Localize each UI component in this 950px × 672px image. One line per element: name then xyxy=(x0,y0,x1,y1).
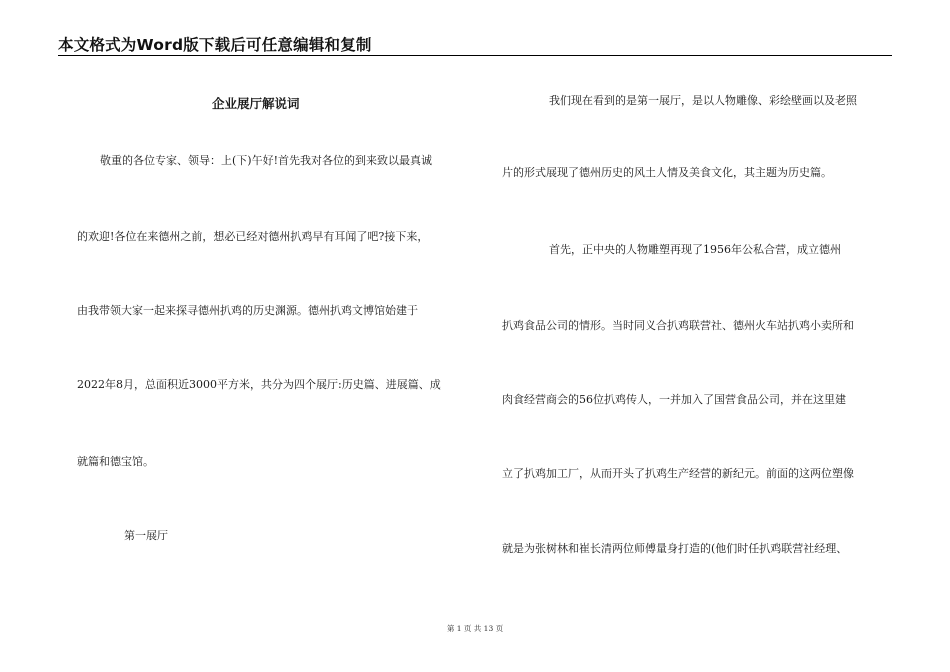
section-heading: 第一展厅 xyxy=(124,529,168,542)
right-paragraph-line: 就是为张树林和崔长清两位师傅量身打造的(他们时任扒鸡联营社经理、 xyxy=(502,542,848,555)
left-paragraph-line: 的欢迎!各位在来德州之前，想必已经对德州扒鸡早有耳闻了吧?接下来， xyxy=(77,230,429,243)
page-number: 第 1 页 共 13 页 xyxy=(446,624,504,633)
right-paragraph-line: 肉食经营商会的56位扒鸡传人，一并加入了国营食品公司，并在这里建 xyxy=(502,393,846,406)
left-paragraph-line: 就篇和德宝馆。 xyxy=(77,455,154,468)
header-divider xyxy=(58,55,892,56)
right-paragraph-line: 立了扒鸡加工厂，从而开头了扒鸡生产经营的新纪元。前面的这两位塑像 xyxy=(502,467,854,480)
right-paragraph-line: 我们现在看到的是第一展厅，是以人物雕像、彩绘壁画以及老照 xyxy=(549,94,857,107)
left-paragraph-line: 由我带领大家一起来探寻德州扒鸡的历史渊源。德州扒鸡文博馆始建于 xyxy=(77,304,418,317)
download-banner: 本文格式为Word版下载后可任意编辑和复制 xyxy=(58,36,372,54)
right-paragraph-line: 扒鸡食品公司的情形。当时同义合扒鸡联营社、德州火车站扒鸡小卖所和 xyxy=(502,319,854,332)
document-title: 企业展厅解说词 xyxy=(212,96,300,111)
right-paragraph-line: 首先，正中央的人物雕塑再现了1956年公私合营，成立德州 xyxy=(549,243,841,256)
left-paragraph-line: 敬重的各位专家、领导：上(下)午好!首先我对各位的到来致以最真诚 xyxy=(100,154,433,167)
right-paragraph-line: 片的形式展现了德州历史的风土人情及美食文化，其主题为历史篇。 xyxy=(502,166,832,179)
left-paragraph-line: 2022年8月，总面积近3000平方米，共分为四个展厅:历史篇、进展篇、成 xyxy=(77,378,441,391)
